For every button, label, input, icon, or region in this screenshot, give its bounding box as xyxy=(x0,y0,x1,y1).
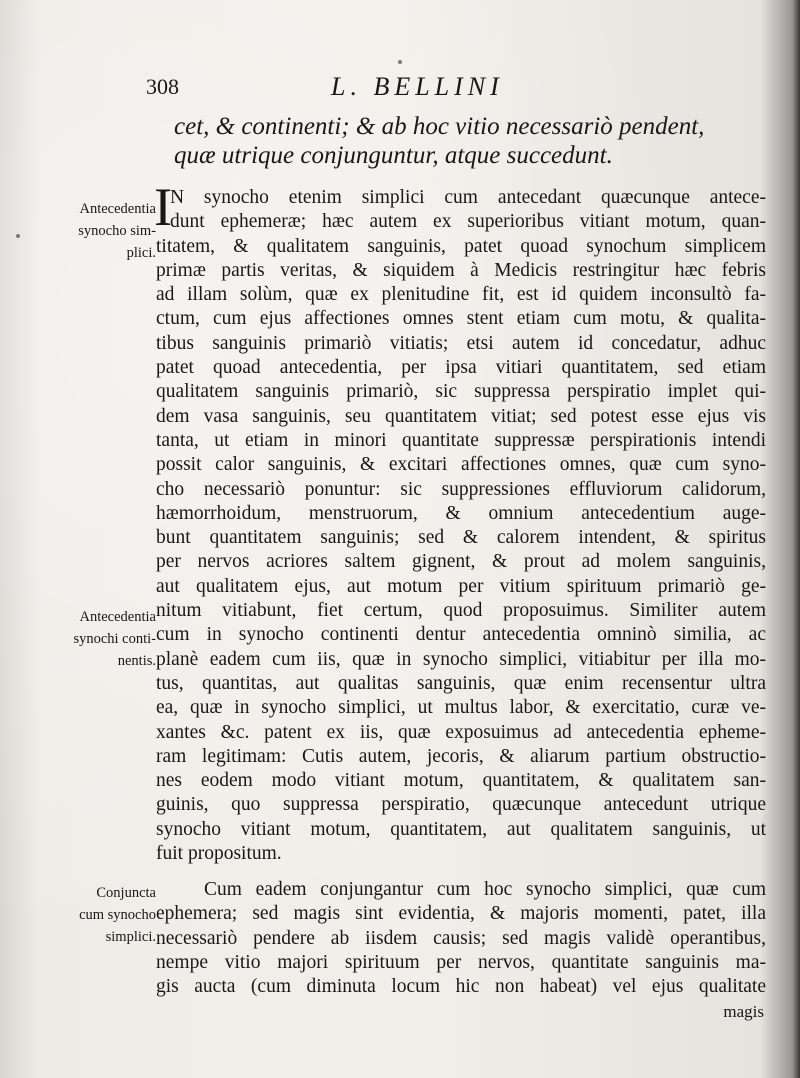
text-line: ad illam solùm, quæ ex plenitudine fit, est id quidem inconsultò fa- xyxy=(156,284,766,306)
text-line: cum in synocho continenti dentur antecedentia omninò similia, ac xyxy=(156,624,766,646)
running-head-title: L. BELLINI xyxy=(331,72,504,101)
paragraph-1 xyxy=(156,186,766,866)
text-line: planè eadem cum iis, quæ in synocho simplici, vitiabitur per illa mo- xyxy=(156,648,766,670)
text-line: possit calor sanguinis, & excitari affectiones omnes, quæ cum syno- xyxy=(156,454,766,476)
text-line: nes eodem modo vitiant motum, quantitatem, & qualitatem san- xyxy=(156,770,766,792)
catchword: magis xyxy=(723,1002,764,1021)
text-line: guinis, quo suppressa perspiratio, quæcunque antecedunt utrique xyxy=(156,794,766,816)
ink-speck xyxy=(16,234,20,238)
margin-note-line: synochi conti- xyxy=(73,631,156,647)
margin-note-line: Conjuncta xyxy=(96,885,156,901)
running-head xyxy=(146,74,766,104)
text-line: fuit propositum. xyxy=(156,843,282,865)
text-line: titatem, & qualitatem sanguinis, patet quoad synochum simplicem xyxy=(156,235,766,257)
text-line: qualitatem sanguinis primariò, sic suppressa perspiratio implet qui- xyxy=(156,381,766,403)
text-line: dunt ephemeræ; hæc autem ex superioribus vitiant motum, quan- xyxy=(170,211,766,233)
margin-note-line: Antecedentia xyxy=(79,201,156,217)
text-line: nempe vitio majori spirituum per nervos, quantitate sanguinis ma- xyxy=(156,951,766,973)
text-line: tanta, ut etiam in minori quantitate suppressæ perspirationis intendi xyxy=(156,429,766,451)
carry-over-text xyxy=(174,112,766,170)
margin-note-conjuncta-cum-synocho xyxy=(42,882,156,948)
text-line: primæ partis veritas, & siquidem à Medicis restringitur hæc febris xyxy=(156,259,766,281)
margin-note-line: Antecedentia xyxy=(79,609,156,625)
margin-note-line: plici. xyxy=(126,245,156,261)
margin-note-line: synocho sim- xyxy=(78,223,156,239)
text-line: synocho vitiant motum, quantitatem, aut qualitatem sanguinis, ut xyxy=(156,818,766,840)
page-number: 308 xyxy=(146,74,179,99)
margin-note-line: cum synocho xyxy=(79,907,156,923)
margin-note-antecedentia-synocho-simplici xyxy=(42,198,156,264)
text-line: N synocho etenim simplici cum antecedant quæcunque antece- xyxy=(170,187,766,208)
text-line: patet quoad antecedentia, per ipsa vitiari quantitatem, sed etiam xyxy=(156,357,766,379)
carry-over-line: cet, & continenti; & ab hoc vitio necessariò pendent, xyxy=(174,113,705,140)
text-line: per nervos acriores saltem gignent, & prout ad molem sanguinis, xyxy=(156,551,766,573)
paragraph-2 xyxy=(156,878,766,999)
text-line: cho necessariò ponuntur: sic suppressiones effluviorum calidorum, xyxy=(156,478,766,500)
margin-note-line: nentis. xyxy=(117,653,156,669)
text-line: tus, quantitas, aut qualitas sanguinis, quæ enim recensentur ultra xyxy=(156,672,766,694)
text-line: Cum eadem conjungantur cum hoc synocho simplici, quæ cum xyxy=(204,879,766,900)
text-line: ephemera; sed magis sint evidentia, & majoris momenti, patet, illa xyxy=(156,903,766,925)
text-line: ctum, cum ejus affectiones omnes stent etiam cum motu, & qualita- xyxy=(156,308,766,330)
text-line: ea, quæ in synocho simplici, ut multus labor, & exercitatio, curæ ve- xyxy=(156,697,766,719)
text-line: bunt quantitatem sanguinis; sed & calorem intendent, & spiritus xyxy=(156,527,766,549)
text-line: nitum vitiabunt, fiet certum, quod proposuimus. Similiter autem xyxy=(156,600,766,622)
text-line: xantes &c. patent ex iis, quæ exposuimus ad antecedentia epheme- xyxy=(156,721,766,743)
ink-speck xyxy=(398,60,402,64)
text-line: necessariò pendere ab iisdem causis; sed magis validè operantibus, xyxy=(156,927,766,949)
text-line: dem vasa sanguinis, seu quantitatem vitiat; sed potest esse ejus vis xyxy=(156,405,766,427)
text-line: ram legitimam: Cutis autem, jecoris, & aliarum partium obstructio- xyxy=(156,745,766,767)
margin-note-line: simplici. xyxy=(105,929,156,945)
margin-note-antecedentia-synochi-continentis xyxy=(42,606,156,672)
text-line: gis aucta (cum diminuta locum hic non habeat) vel ejus qualitate xyxy=(156,976,766,998)
drop-cap: I xyxy=(154,177,172,237)
text-line: aut qualitatem ejus, aut motum per vitium spirituum primariò ge- xyxy=(156,575,766,597)
carry-over-line: quæ utrique conjunguntur, atque succedunt. xyxy=(174,142,613,169)
text-line: tibus sanguinis primariò vitiatis; etsi autem id concedatur, adhuc xyxy=(156,332,766,354)
text-line: hæmorrhoidum, menstruorum, & omnium antecedentium auge- xyxy=(156,502,766,524)
